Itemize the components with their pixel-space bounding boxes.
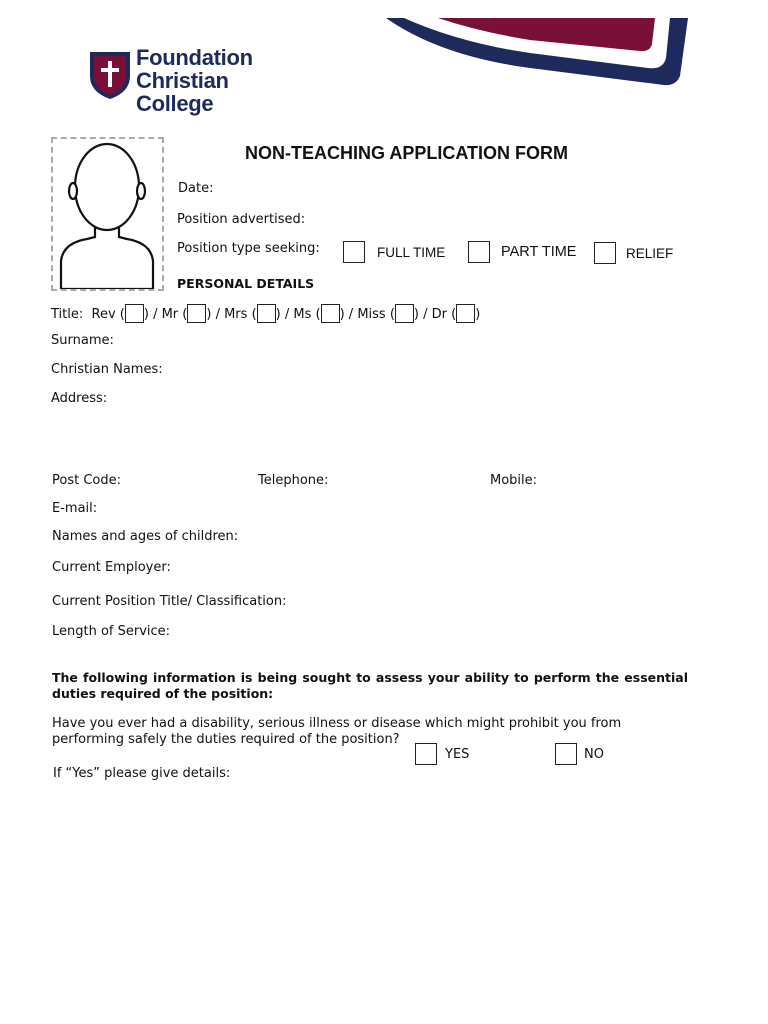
address-label: Address:	[51, 391, 108, 406]
college-logo-text	[136, 46, 253, 115]
yes-checkbox[interactable]	[415, 743, 437, 765]
college-crest-icon	[88, 50, 132, 100]
title-option-miss: Miss	[357, 307, 386, 322]
logo-line-3: College	[136, 91, 214, 116]
telephone-label: Telephone:	[258, 473, 329, 488]
date-label: Date:	[178, 181, 214, 196]
header-banner-graphic	[380, 18, 690, 90]
full-time-label: FULL TIME	[377, 245, 446, 260]
mr-checkbox[interactable]	[187, 304, 206, 323]
no-checkbox[interactable]	[555, 743, 577, 765]
christian-names-label: Christian Names:	[51, 362, 163, 377]
title-label: Title:	[51, 307, 84, 322]
logo-line-1: Foundation	[136, 45, 253, 70]
ms-checkbox[interactable]	[321, 304, 340, 323]
post-code-label: Post Code:	[52, 473, 121, 488]
details-label: If “Yes” please give details:	[53, 766, 231, 781]
full-time-checkbox[interactable]	[343, 241, 365, 263]
position-advertised-label: Position advertised:	[177, 212, 306, 227]
relief-checkbox[interactable]	[594, 242, 616, 264]
title-option-rev: Rev	[91, 307, 116, 322]
relief-label: RELIEF	[626, 246, 674, 261]
rev-checkbox[interactable]	[125, 304, 144, 323]
title-option-dr: Dr	[431, 307, 447, 322]
title-option-mr: Mr	[161, 307, 179, 322]
length-of-service-label: Length of Service:	[52, 624, 171, 639]
miss-checkbox[interactable]	[395, 304, 414, 323]
surname-label: Surname:	[51, 333, 114, 348]
current-employer-label: Current Employer:	[52, 560, 171, 575]
mrs-checkbox[interactable]	[257, 304, 276, 323]
yes-label: YES	[445, 747, 470, 762]
current-position-label: Current Position Title/ Classification:	[52, 594, 287, 609]
disability-question: Have you ever had a disability, serious illness or disease which might prohibit you from performing safely the duties required of the position?	[52, 716, 622, 747]
personal-details-heading: PERSONAL DETAILS	[177, 276, 315, 291]
email-label: E-mail:	[52, 501, 98, 516]
title-row: Title: Rev ( ) / Mr ( ) / Mrs ( ) / Ms ( ) / Miss ( ) / Dr ( )	[51, 304, 480, 323]
title-option-mrs: Mrs	[224, 307, 248, 322]
dr-checkbox[interactable]	[456, 304, 475, 323]
mobile-label: Mobile:	[490, 473, 538, 488]
person-silhouette-icon	[53, 139, 162, 289]
children-label: Names and ages of children:	[52, 529, 239, 544]
essential-duties-heading: The following information is being sought to assess your ability to perform the essential duties required of the position:	[52, 670, 688, 701]
part-time-checkbox[interactable]	[468, 241, 490, 263]
form-title: NON-TEACHING APPLICATION FORM	[245, 143, 568, 163]
position-type-label: Position type seeking:	[177, 241, 320, 256]
title-option-ms: Ms	[293, 307, 312, 322]
logo-line-2: Christian	[136, 68, 229, 93]
photo-placeholder[interactable]	[51, 137, 164, 291]
no-label: NO	[584, 747, 604, 762]
part-time-label: PART TIME	[501, 244, 577, 260]
